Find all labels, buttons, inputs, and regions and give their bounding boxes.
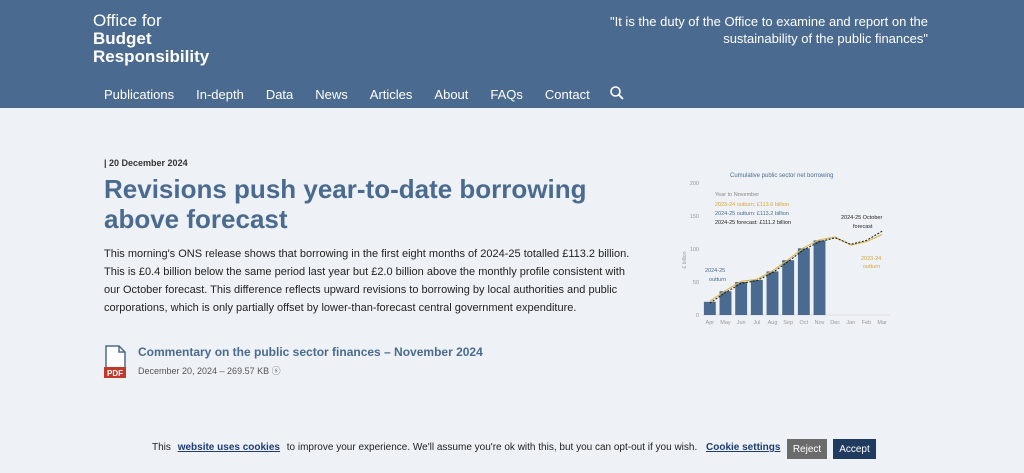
x-tick-label: May [720,320,731,326]
nav-news[interactable]: News [315,86,348,102]
search-icon[interactable] [610,86,626,102]
x-tick-label: Oct [799,320,809,326]
legend-item: 2023-24 outturn: £113.6 billion [715,202,789,208]
x-tick-label: Jan [846,320,856,326]
annotation-outturn: 2024-25 [705,268,726,274]
x-tick-label: Sep [783,320,794,326]
main-nav [104,86,626,102]
chart-title: Cumulative public sector net borrowing [730,173,834,179]
chart-svg [672,165,902,335]
cookie-settings-link[interactable]: Cookie settings [706,442,781,453]
chart-bar [704,302,716,315]
y-axis-label: £ billion [682,251,688,269]
cookie-banner [0,430,1024,473]
site-logo[interactable] [93,12,209,66]
accept-button[interactable]: Accept [833,439,876,459]
legend-heading: Year to November [715,192,760,198]
x-tick-label: Jun [736,320,746,326]
cookie-suffix: to improve your experience. We'll assume you're ok with this, but you can opt-out if you wish. [286,442,698,453]
nav-about[interactable]: About [434,86,469,102]
annotation-forecast-2: forecast [853,224,873,230]
logo-line-3: Responsibility [93,47,210,66]
pdf-file-icon[interactable] [104,345,126,377]
chart-bar [798,248,810,315]
cookie-prefix: This [152,442,171,453]
chart-bar [782,260,794,315]
x-tick-label: Feb [861,320,872,326]
borrowing-chart [672,165,902,335]
y-tick-label: 50 [692,280,699,286]
pdf-meta-text: December 20, 2024 – 269.57 KB [138,366,270,376]
cookie-policy-link[interactable]: website uses cookies [177,442,280,453]
chart-bar [735,282,747,315]
y-tick-label: 0 [695,313,699,319]
site-header [0,0,1024,108]
cookie-message [152,442,697,453]
article-summary: This morning's ONS release shows that borrowing in the first eight months of 2024-25 totalled £113.2 billion. This is £0.4 billion below the same period last year but £2.0 billion above the monthly profile consistent with our October forecast. This difference reflects upward revisions to borrowing by local authorities and public corporations, which is only partially offset by lower-than-forecast central government expenditure. [104,248,630,314]
pdf-link[interactable]: Commentary on the public sector finances – November 2024 [138,345,483,359]
x-tick-label: Apr [705,320,715,326]
nav-data[interactable]: Data [265,86,294,102]
x-tick-label: Nov [814,320,825,326]
y-tick-label: 200 [689,181,699,187]
nav-in-depth[interactable]: In-depth [196,86,244,102]
annotation-prior: 2023-24 [861,256,882,262]
chart-bar [751,280,763,315]
pdf-badge: PDF [107,369,123,378]
nav-contact[interactable]: Contact [544,86,590,102]
chart-bar [767,271,779,315]
pdf-attachment [104,343,524,383]
download-icon[interactable]: ⓢ [271,366,281,376]
pdf-meta [138,364,281,377]
logo-line-2: Budget [93,29,152,48]
legend-item: 2024-25 outturn: £113.2 billion [715,211,789,217]
x-tick-label: Jul [753,320,761,326]
nav-articles[interactable]: Articles [369,86,413,102]
x-tick-label: Aug [767,320,778,326]
x-tick-label: Dec [830,320,841,326]
annotation-prior-2: outturn [863,264,881,270]
annotation-forecast: 2024-25 October [841,215,883,221]
article-date: | 20 December 2024 [104,158,188,168]
nav-faqs[interactable]: FAQs [490,86,523,102]
nav-publications[interactable]: Publications [104,86,175,102]
y-tick-label: 150 [689,214,699,220]
x-tick-label: Mar [877,320,887,326]
chart-bar [814,240,826,315]
y-tick-label: 100 [689,247,699,253]
legend-item: 2024-25 forecast: £111.2 billion [715,220,791,226]
reject-button[interactable]: Reject [787,439,827,459]
article-title[interactable]: Revisions push year-to-date borrowing above forecast [104,174,587,234]
header-quote: "It is the duty of the Office to examine and report on the sustainability of the public finances" [609,14,928,46]
annotation-outturn-2: outturn [709,277,727,283]
logo-line-1: Office for [93,11,162,30]
